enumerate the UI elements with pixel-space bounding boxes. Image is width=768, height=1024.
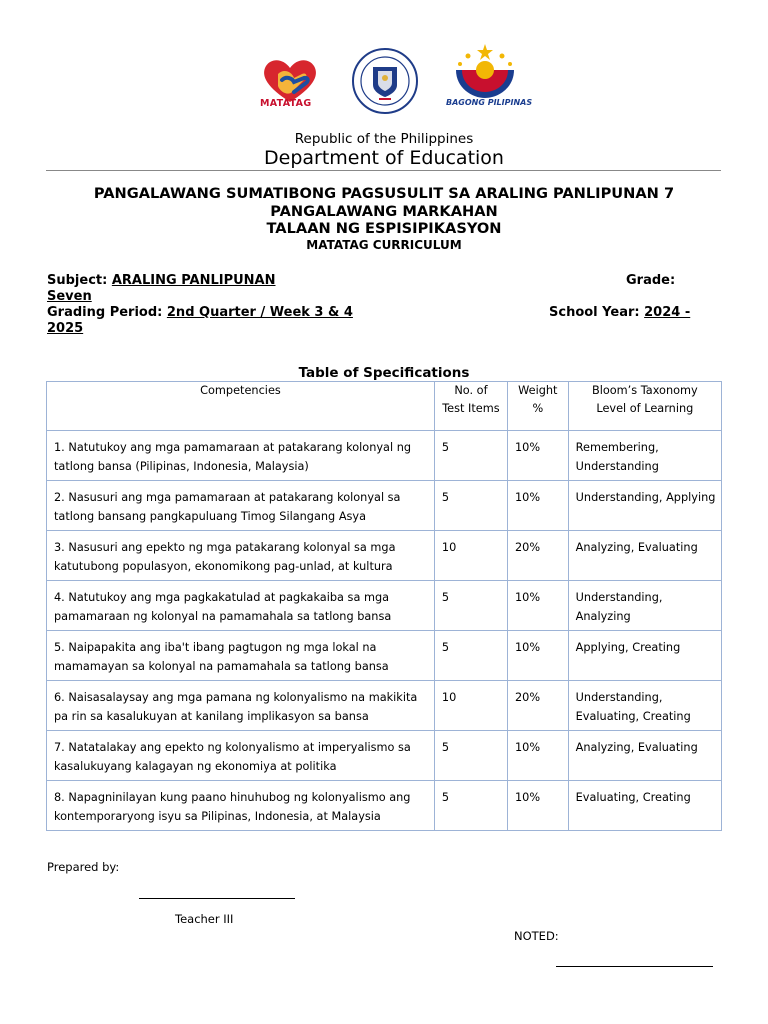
weight-cell: 10% xyxy=(507,431,568,481)
competency-cell: 6. Naisasalaysay ang mga pamana ng kolonyalismo na makikita pa rin sa kasalukuyan at kanilang implikasyon sa bansa xyxy=(47,681,435,731)
table-row xyxy=(47,681,722,731)
table-row xyxy=(47,781,722,831)
table-row xyxy=(47,531,722,581)
school-year-line xyxy=(549,305,690,320)
weight-cell: 10% xyxy=(507,731,568,781)
bloom-cell: Understanding, Applying xyxy=(568,481,721,531)
weight-cell: 10% xyxy=(507,581,568,631)
grading-period-value: 2nd Quarter / Week 3 & 4 xyxy=(166,305,353,320)
header-test-items: No. of Test Items xyxy=(434,382,507,431)
school-year-value-continued: 2025 xyxy=(47,321,84,336)
bloom-cell: Evaluating, Creating xyxy=(568,781,721,831)
grade-label: Grade: xyxy=(626,273,676,288)
header-competencies: Competencies xyxy=(47,382,435,431)
weight-cell: 20% xyxy=(507,531,568,581)
exam-title: PANGALAWANG SUMATIBONG PAGSUSULIT SA ARALING PANLIPUNAN 7 xyxy=(93,185,675,202)
bloom-cell: Remembering, Understanding xyxy=(568,431,721,481)
table-row xyxy=(47,581,722,631)
subject-label: Subject: xyxy=(47,273,108,288)
bloom-cell: Understanding, Evaluating, Creating xyxy=(568,681,721,731)
header-divider xyxy=(46,170,721,171)
specifications-table xyxy=(46,381,722,831)
department-heading: Department of Education xyxy=(264,147,504,169)
grading-period-label: Grading Period: xyxy=(47,305,163,320)
weight-cell: 20% xyxy=(507,681,568,731)
tos-heading: TALAAN NG ESPISIPIKASYON xyxy=(266,220,502,237)
quarter-title: PANGALAWANG MARKAHAN xyxy=(270,203,498,220)
subject-line xyxy=(47,273,276,288)
competency-cell: 8. Napagninilayan kung paano hinuhubog ng kolonyalismo ang kontemporaryong isyu sa Pilipinas, Indonesia, at Malaysia xyxy=(47,781,435,831)
bloom-cell: Analyzing, Evaluating xyxy=(568,531,721,581)
republic-heading: Republic of the Philippines xyxy=(294,131,474,147)
bloom-cell: Understanding, Analyzing xyxy=(568,581,721,631)
table-header-row xyxy=(47,382,722,431)
items-cell: 5 xyxy=(434,631,507,681)
deped-seal-logo xyxy=(349,47,421,115)
preparer-signature-line xyxy=(139,898,295,899)
table-row xyxy=(47,431,722,481)
curriculum-heading: MATATAG CURRICULUM xyxy=(306,238,462,252)
items-cell: 5 xyxy=(434,581,507,631)
matatag-logo-text: MATATAG xyxy=(260,98,312,109)
items-cell: 10 xyxy=(434,681,507,731)
bloom-cell: Applying, Creating xyxy=(568,631,721,681)
items-cell: 5 xyxy=(434,731,507,781)
header-bloom: Bloom’s Taxonomy Level of Learning xyxy=(568,382,721,431)
competency-cell: 3. Nasusuri ang epekto ng mga patakarang kolonyal sa mga katutubong populasyon, ekonomikong pag-unlad, at kultura xyxy=(47,531,435,581)
weight-cell: 10% xyxy=(507,781,568,831)
prepared-by-label: Prepared by: xyxy=(47,860,120,874)
table-row xyxy=(47,631,722,681)
table-row xyxy=(47,731,722,781)
items-cell: 5 xyxy=(434,481,507,531)
competency-cell: 2. Nasusuri ang mga pamamaraan at patakarang kolonyal sa tatlong bansang pangkapuluang Timog Silangang Asya xyxy=(47,481,435,531)
teacher-position: Teacher III xyxy=(175,912,234,926)
noted-signature-line xyxy=(556,966,713,967)
table-row xyxy=(47,481,722,531)
grading-period-line xyxy=(47,305,353,320)
competency-cell: 7. Natatalakay ang epekto ng kolonyalismo at imperyalismo sa kasalukuyang kalagayan ng ekonomiya at politika xyxy=(47,731,435,781)
school-year-label: School Year: xyxy=(549,305,640,320)
items-cell: 5 xyxy=(434,431,507,481)
noted-label: NOTED: xyxy=(514,929,559,943)
table-title: Table of Specifications xyxy=(298,365,470,381)
subject-value: ARALING PANLIPUNAN xyxy=(111,273,276,288)
competency-cell: 1. Natutukoy ang mga pamamaraan at patakarang kolonyal ng tatlong bansa (Pilipinas, Indonesia, Malaysia) xyxy=(47,431,435,481)
subject-value-continued: Seven xyxy=(47,289,92,304)
competency-cell: 5. Naipapakita ang iba't ibang pagtugon ng mga lokal na mamamayan sa kolonyal na pamamahala sa tatlong bansa xyxy=(47,631,435,681)
items-cell: 5 xyxy=(434,781,507,831)
items-cell: 10 xyxy=(434,531,507,581)
weight-cell: 10% xyxy=(507,481,568,531)
bagong-pilipinas-logo-text: BAGONG PILIPINAS xyxy=(446,98,533,107)
header-weight: Weight % xyxy=(507,382,568,431)
school-year-value: 2024 - xyxy=(644,305,691,320)
weight-cell: 10% xyxy=(507,631,568,681)
bloom-cell: Analyzing, Evaluating xyxy=(568,731,721,781)
competency-cell: 4. Natutukoy ang mga pagkakatulad at pagkakaiba sa mga pamamaraan ng kolonyal na pamamahala sa tatlong bansa xyxy=(47,581,435,631)
